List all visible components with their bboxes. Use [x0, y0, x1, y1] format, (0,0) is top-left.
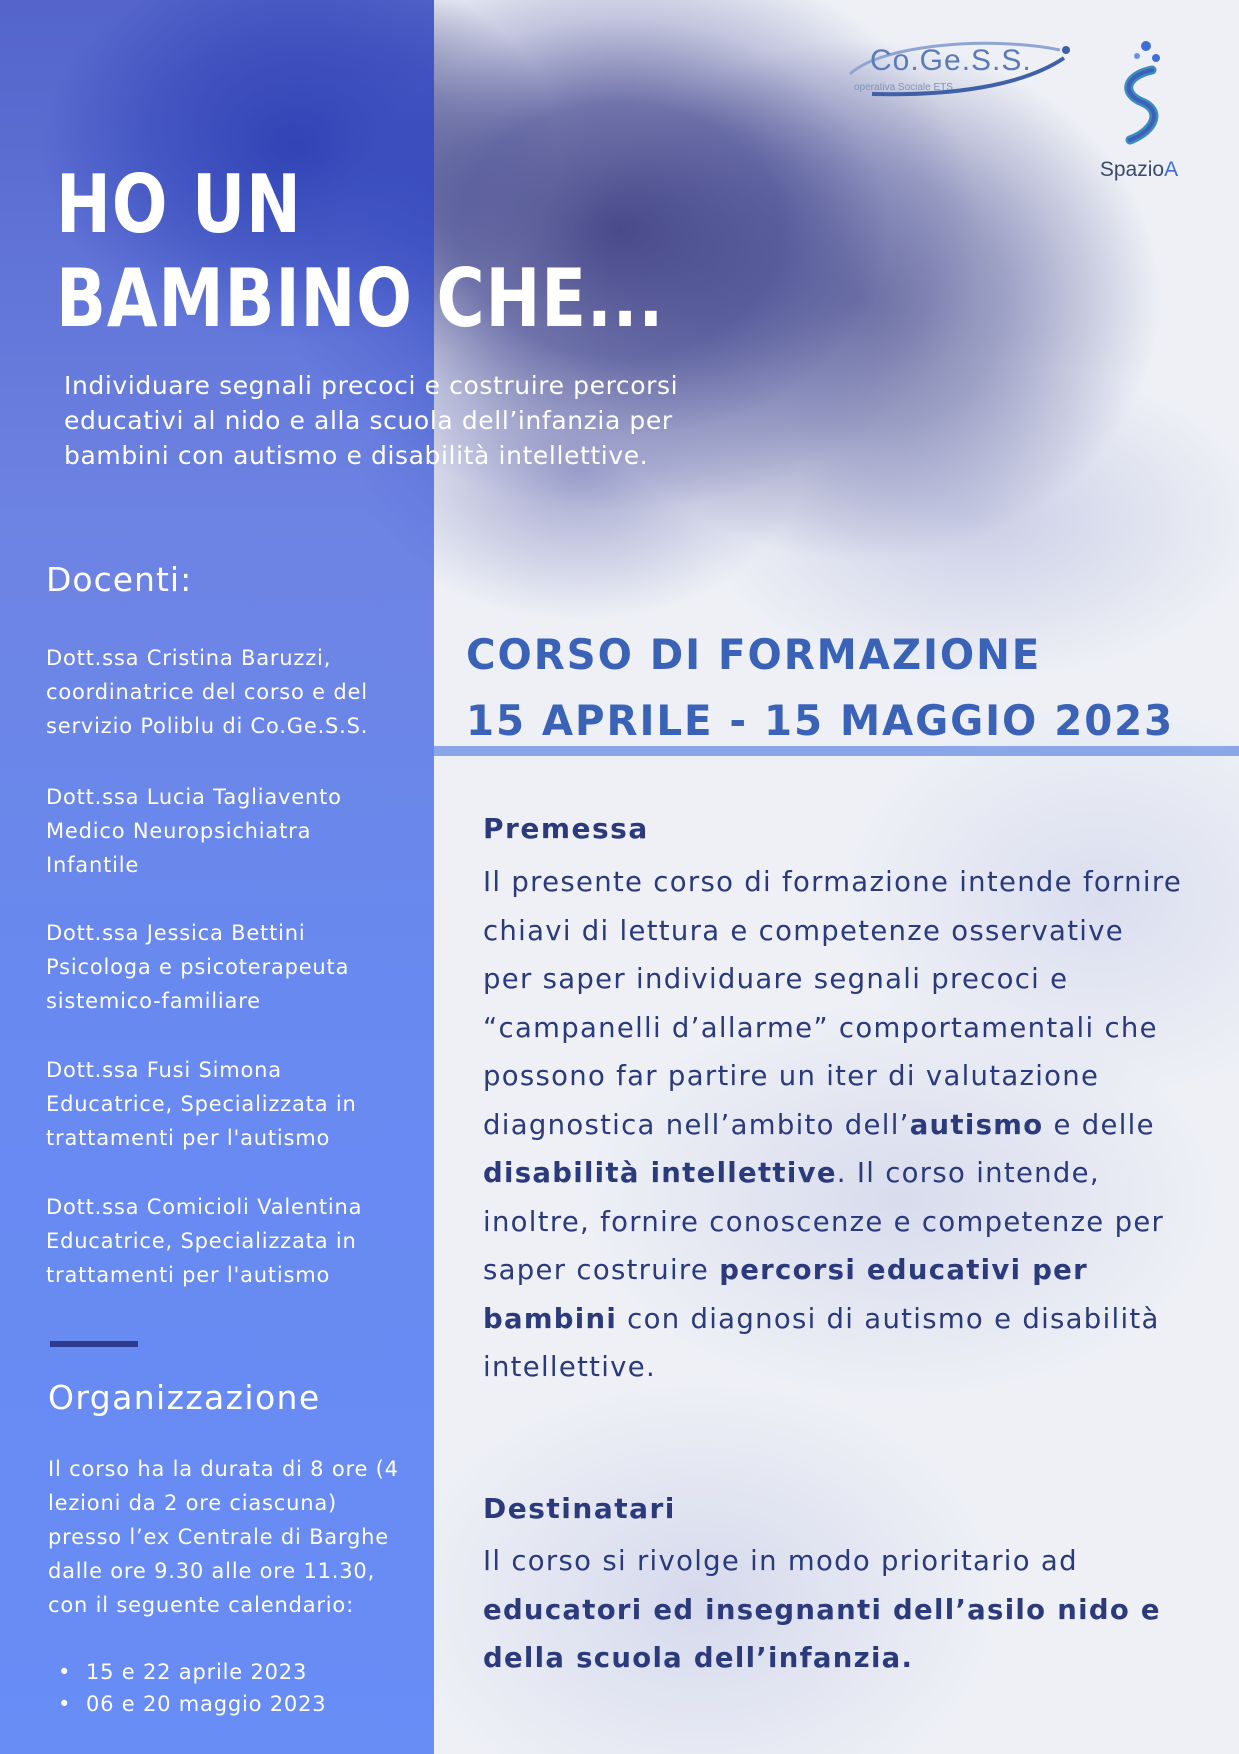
calendar-date: 06 e 20 maggio 2023	[86, 1692, 327, 1716]
cogess-logo	[842, 36, 1072, 106]
premessa-bold-part: percorsi educativi per bambini	[483, 1254, 1088, 1335]
premessa-text-part: e delle	[1043, 1108, 1155, 1141]
page-title	[56, 158, 664, 346]
title-line-1: HO UN	[56, 158, 302, 251]
spazioa-logo-text	[1094, 158, 1184, 182]
calendar-item	[58, 1688, 326, 1720]
course-title	[466, 622, 1174, 754]
teacher-role: Educatrice, Specializzata in trattamenti per l'autismo	[46, 1229, 357, 1287]
calendar-item	[58, 1656, 326, 1688]
premessa-text	[483, 858, 1183, 1392]
teacher-role: Psicologa e psicoterapeuta sistemico-familiare	[46, 955, 350, 1013]
destinatari-bold-part: educatori ed insegnanti dell’asilo nido e della scuola dell’infanzia.	[483, 1593, 1161, 1674]
organizzazione-heading: Organizzazione	[48, 1378, 321, 1417]
bullet-icon: •	[58, 1692, 72, 1716]
premessa-text-part: Il presente corso di formazione intende fornire chiavi di lettura e competenze osservative per saper individuare segnali precoci e “campanelli d’allarme” comportamentali che possono far partire un iter di valutazione diagnostica nell’ambito dell’	[483, 866, 1183, 1141]
teacher-name: Comicioli Valentina	[146, 1195, 363, 1219]
bullet-icon: •	[58, 1660, 72, 1684]
calendar-date: 15 e 22 aprile 2023	[86, 1660, 308, 1684]
calendar-list	[58, 1656, 326, 1720]
docenti-heading: Docenti:	[46, 560, 193, 599]
teacher-item	[46, 1190, 406, 1292]
premessa-bold-part: disabilità intellettive	[483, 1157, 837, 1189]
spazioa-logo	[1094, 36, 1184, 186]
course-dates: 15 APRILE - 15 MAGGIO 2023	[466, 696, 1175, 745]
spazioa-figure-icon	[1094, 36, 1184, 154]
spazioa-suffix: A	[1164, 158, 1179, 181]
horizontal-divider	[434, 746, 1239, 756]
cogess-logo-name: Co.Ge.S.S.	[870, 44, 1032, 77]
destinatari-text-part: Il corso si rivolge in modo prioritario ad	[483, 1545, 1078, 1577]
teacher-name: Jessica Bettini	[146, 921, 306, 945]
teacher-prefix: Dott.ssa	[46, 921, 147, 945]
teacher-role: Medico Neuropsichiatra Infantile	[46, 819, 312, 877]
teacher-item	[46, 641, 406, 743]
logos	[842, 36, 1184, 186]
teacher-role: Educatrice, Specializzata in trattamenti per l'autismo	[46, 1092, 357, 1150]
teacher-name: Fusi Simona	[146, 1058, 282, 1082]
teacher-role: coordinatrice del corso e del servizio Poliblu di Co.Ge.S.S.	[46, 680, 369, 738]
teacher-prefix: Dott.ssa	[46, 646, 147, 670]
spazioa-prefix: Spazio	[1099, 158, 1165, 181]
teacher-prefix: Dott.ssa	[46, 1058, 147, 1082]
teacher-item	[46, 780, 406, 882]
premessa-heading: Premessa	[483, 812, 649, 845]
course-title-line-1: CORSO DI FORMAZIONE	[466, 630, 1042, 679]
teacher-name: Cristina Baruzzi,	[146, 646, 332, 670]
premessa-text-part: con diagnosi di autismo e disabilità intellettive.	[483, 1302, 1160, 1383]
destinatari-text	[483, 1537, 1183, 1683]
title-line-2: BAMBINO CHE...	[56, 252, 665, 345]
destinatari-heading: Destinatari	[483, 1492, 676, 1525]
section-divider	[50, 1341, 138, 1347]
teacher-item	[46, 1053, 406, 1155]
premessa-bold-part: autismo	[909, 1108, 1044, 1141]
teacher-item	[46, 916, 406, 1018]
organizzazione-text: Il corso ha la durata di 8 ore (4 lezioni da 2 ore ciascuna) presso l’ex Centrale di Barghe dalle ore 9.30 alle ore 11.30, con il seguente calendario:	[48, 1457, 399, 1617]
teacher-name: Lucia Tagliavento	[146, 785, 342, 809]
cogess-logo-subtitle: operativa Sociale ETS	[854, 82, 953, 93]
premessa-text-part: . Il corso intende, inoltre, fornire conoscenze e competenze per saper costruire	[483, 1157, 1165, 1286]
teacher-prefix: Dott.ssa	[46, 1195, 147, 1219]
teacher-prefix: Dott.ssa	[46, 785, 147, 809]
page-subtitle: Individuare segnali precoci e costruire percorsi educativi al nido e alla scuola dell’infanzia per bambini con autismo e disabilità intellettive.	[64, 371, 679, 470]
